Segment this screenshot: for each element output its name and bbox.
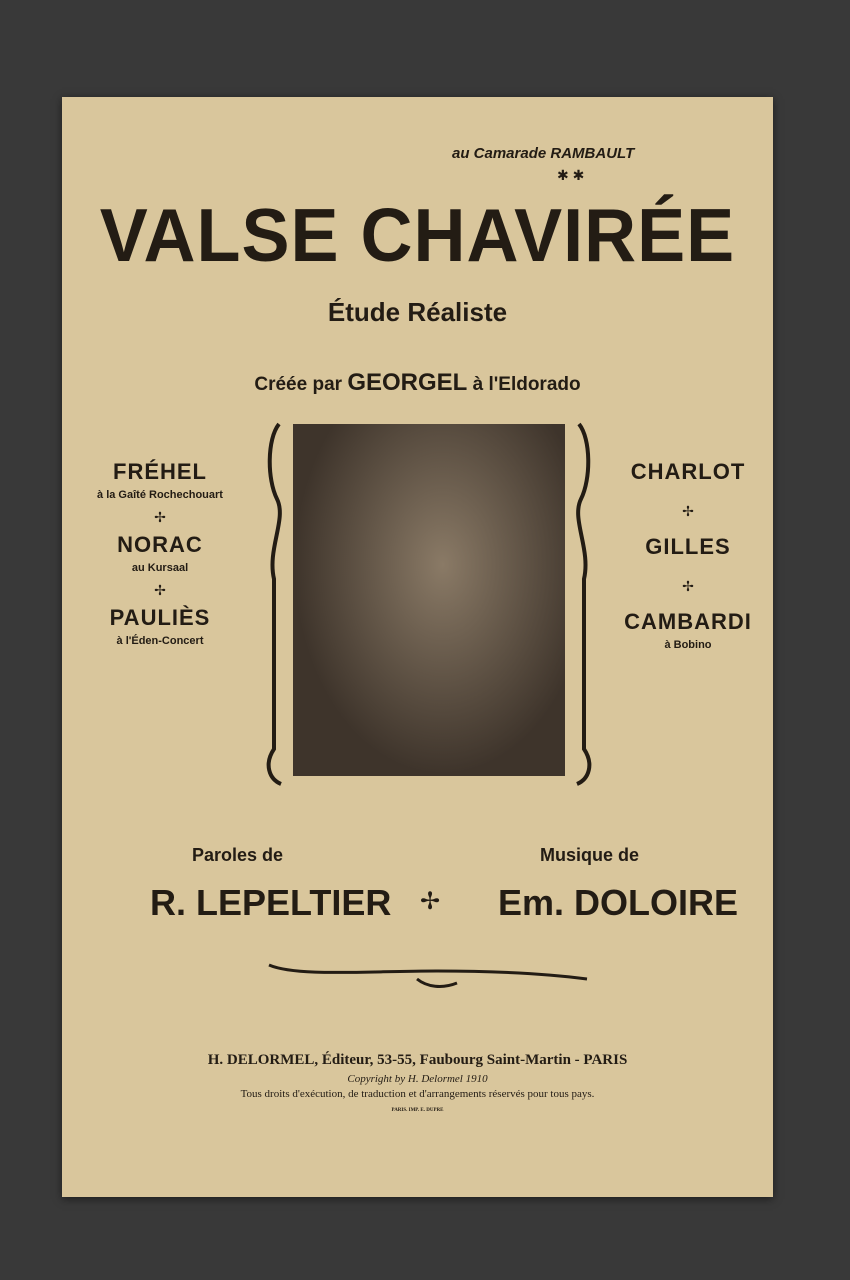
performer-name: PAULIÈS — [109, 605, 211, 630]
dedication — [452, 145, 634, 162]
left-frame-ornament — [259, 419, 289, 789]
publisher-block — [62, 1052, 773, 1113]
performer-name: CAMBARDI — [624, 609, 752, 634]
creator-name: GEORGEL — [347, 369, 468, 396]
created-by — [62, 369, 773, 397]
ornament-icon: ✢ — [682, 578, 694, 594]
rights-notice: Tous droits d'exécution, de traduction et d'arrangements réservés pour tous pays. — [240, 1088, 595, 1100]
right-performers — [588, 459, 788, 651]
dedication-prefix: au Camarade — [452, 145, 547, 162]
stars-ornament: ✱ ✱ — [557, 167, 585, 183]
subtitle: Étude Réaliste — [327, 297, 508, 327]
title: VALSE CHAVIRÉE — [99, 194, 736, 278]
ornament-icon: ✢ — [682, 503, 694, 519]
performer-name: CHARLOT — [630, 459, 746, 484]
copyright: Copyright by H. Delormel 1910 — [347, 1073, 488, 1085]
dedication-name: RAMBAULT — [550, 145, 635, 162]
ornament-icon: ✢ — [154, 582, 166, 598]
performer-name: GILLES — [645, 534, 731, 559]
performer-venue: à la Gaîté Rochechouart — [97, 489, 223, 501]
ornament-icon: ✢ — [420, 888, 441, 915]
right-frame-ornament — [569, 419, 599, 789]
music-label: Musique de — [540, 845, 640, 865]
printer: PARIS. IMP. E. DUPRE — [391, 1108, 444, 1113]
created-venue: à l'Eldorado — [472, 374, 581, 395]
performer-venue: à Bobino — [664, 639, 712, 651]
performer-name: FRÉHEL — [113, 459, 207, 484]
publisher-line: H. DELORMEL, Éditeur, 53-55, Faubourg Saint-Martin - PARIS — [207, 1052, 628, 1068]
composer: Em. DOLOIRE — [498, 882, 739, 923]
performer-venue: à l'Éden-Concert — [116, 635, 204, 647]
flourish-ornament — [267, 957, 597, 997]
created-prefix: Créée par — [254, 374, 343, 395]
left-performers — [60, 459, 260, 647]
performer-venue: au Kursaal — [131, 562, 189, 574]
sheet-music-cover — [62, 97, 773, 1197]
lyricist: R. LEPELTIER — [150, 882, 392, 923]
portrait-photo — [293, 424, 565, 776]
performer-name: NORAC — [117, 532, 203, 557]
ornament-icon: ✢ — [154, 509, 166, 525]
lyrics-label: Paroles de — [192, 845, 284, 865]
